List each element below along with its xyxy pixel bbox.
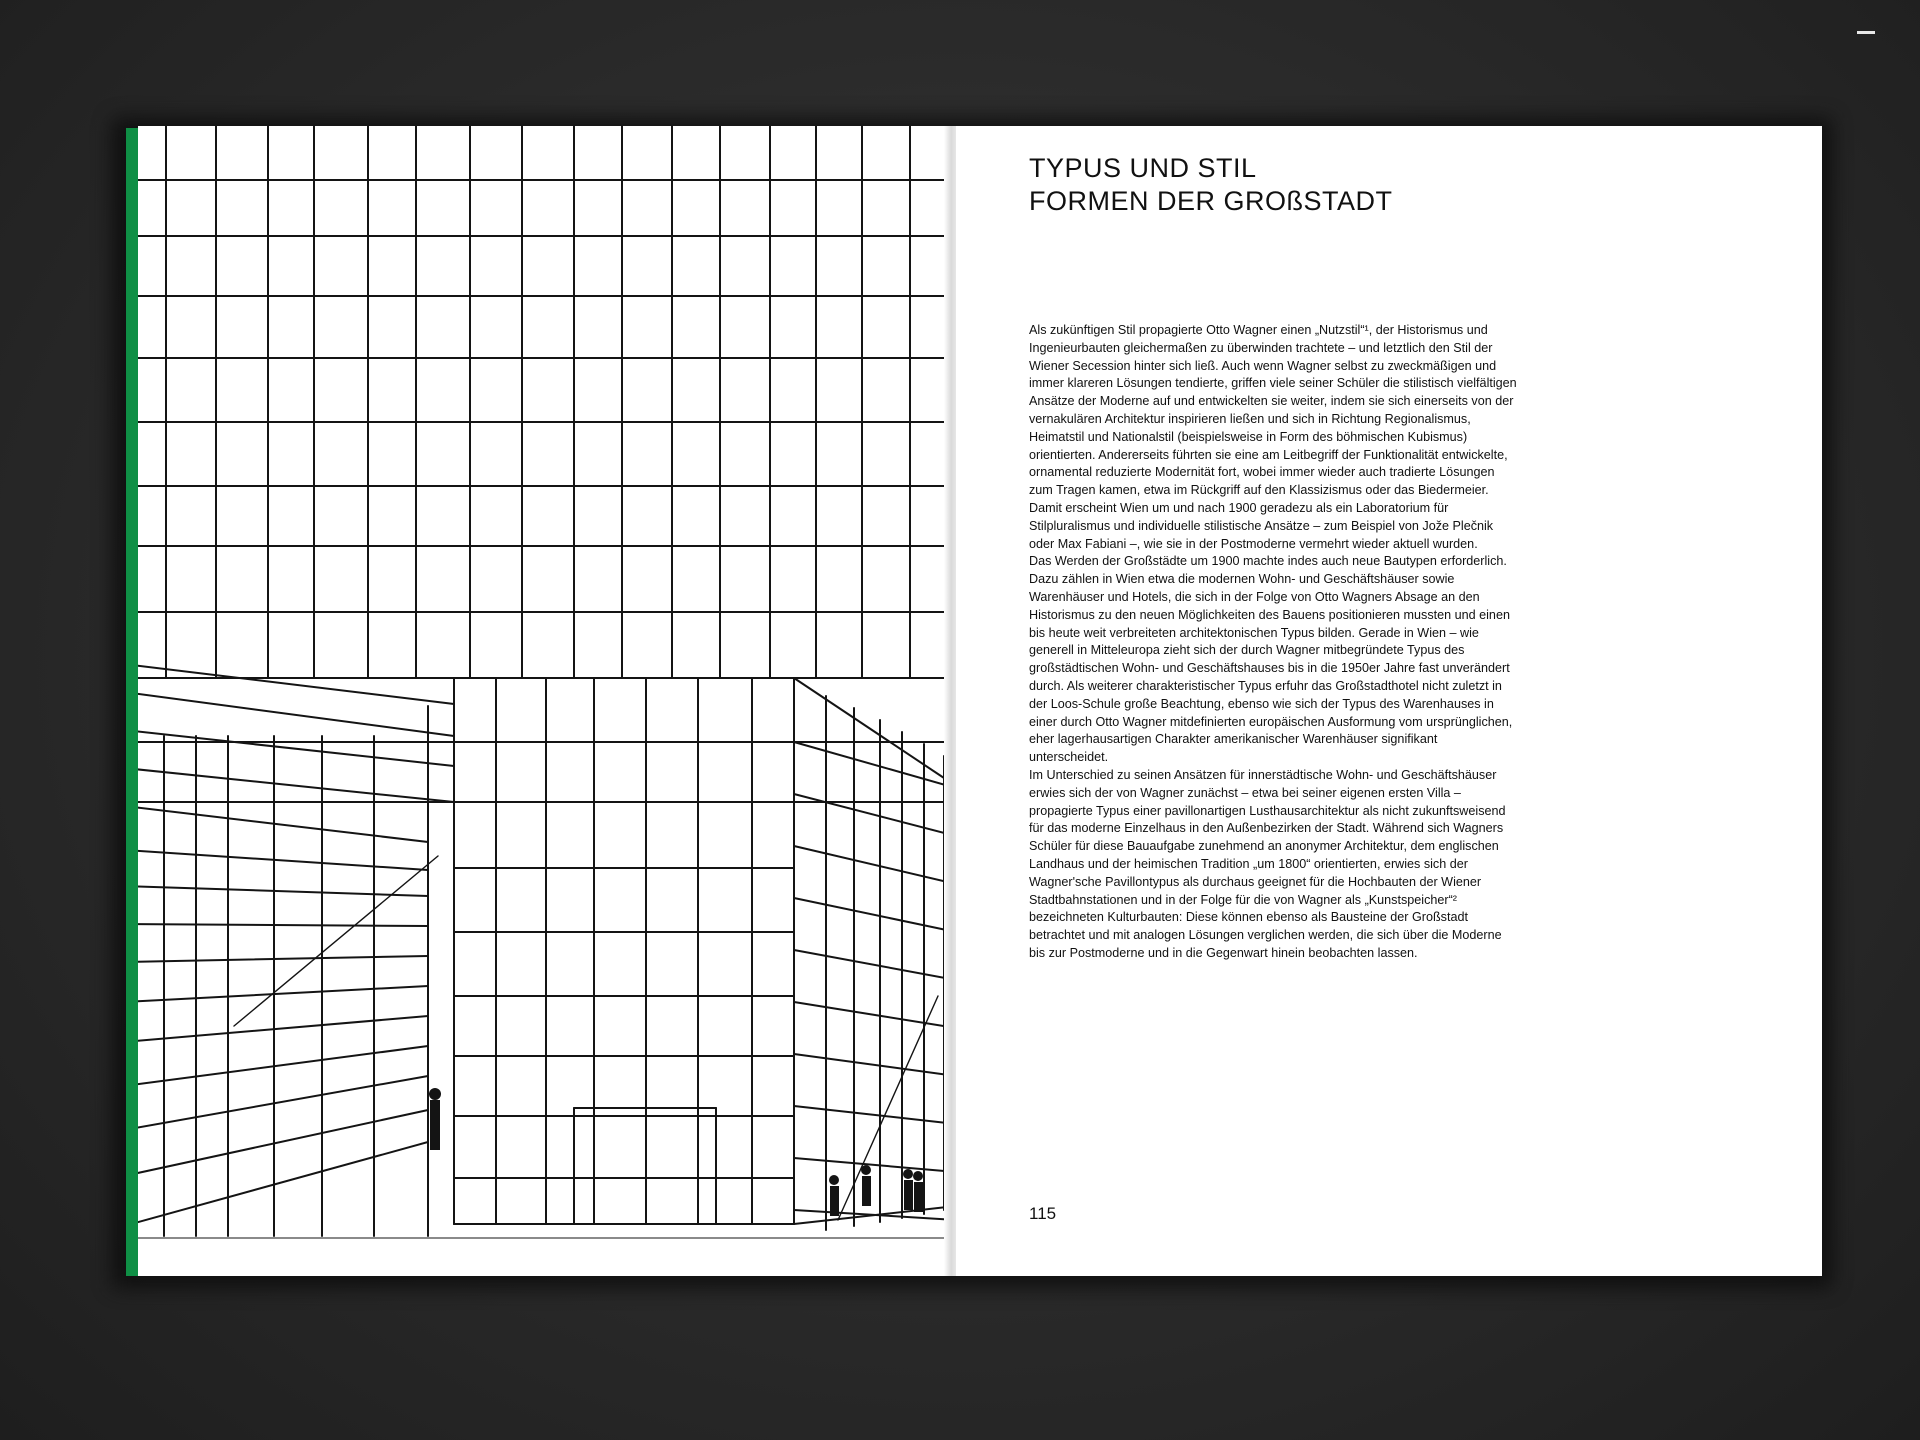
sketch-line [234,856,438,1026]
sketch-line [794,950,956,980]
right-page [956,126,1822,1276]
scan-mark [1857,31,1875,34]
sketch-line [138,956,428,962]
sketch-line [794,846,956,884]
sketch-line [794,742,956,788]
sketch-line [138,1016,428,1042]
paragraph: Das Werden der Großstädte um 1900 machte indes auch neue Bautypen erforderlich. Dazu zählen in Wien etwa die modernen Wohn- und Geschäftshäuser sowie Warenhäuser und Hotels, die sich in der Folge von Otto Wagners Absage an den Historismus zu den neuen Möglichkeiten des Bauens positionieren mussten und einen bis heute weit verbreiteten architektonischen Typus bilden. Gerade in Wien – wie generell in Mitteleuropa zieht sich der durch Wagner mitbegründete Typus des großstädtischen Wohn- und Geschäftshauses bis in die 1950er Jahre fast unverändert durch. Als weiterer charakteristischer Typus erfuhr das Großstadthotel nicht zuletzt in der Loos-Schule große Beachtung, ebenso wie sich der Typus des Warenhauses in einer durch Otto Wagner mitdefinierten europäischen Ausformung vom ursprünglichen, eher lagerhausartigen Charakter amerikanischer Warenhäuser signifikant unterscheidet. [1029,554,1513,765]
sketch-line [138,664,454,704]
sketch-line [794,1206,956,1224]
sketch-line [138,986,428,1002]
sketch-figure [861,1165,871,1175]
sketch-line [794,898,956,932]
chapter-title-line-1: TYPUS UND STIL [1029,153,1257,183]
sketch-line [138,806,428,842]
sketch-line [794,1002,956,1028]
sketch-line [138,850,428,870]
sketch-line [138,1142,428,1226]
architectural-grid-sketch [138,126,956,1276]
sketch-line [794,1054,956,1076]
sketch-line [138,886,428,896]
sketch-line [794,1106,956,1124]
sketch-line [138,768,454,802]
body-text [1029,322,1519,963]
chapter-title-line-2: FORMEN DER GROßSTADT [1029,186,1393,216]
sketch-line [794,678,956,786]
chapter-title [1029,152,1393,218]
sketch-line [138,924,428,926]
sketch-figure [830,1186,839,1216]
paragraph: Im Unterschied zu seinen Ansätzen für innerstädtische Wohn- und Geschäftshäuser erwies sich der von Wagner zunächst – etwa bei seiner eigenen ersten Villa – propagierte Typus einer pavillonartigen Lusthausarchitektur als nicht zukunftsweisend für das moderne Einzelhaus in den Außenbezirken der Stadt. Während sich Wagners Schüler für diese Bauaufgabe zunehmend an anonymer Architektur, dem englischen Landhaus und der heimischen Tradition „um 1800“ orientierten, erwies sich der Wagner'sche Pavillontypus als durchaus geeignet für die Hochbauten der Wiener Stadtbahnstationen und in der Folge für die von Wagner als „Kunstspeicher“² bezeichneten Kulturbauten: Diese können ebenso als Bausteine der Großstadt betrachtet und mit analogen Lösungen verglichen werden, die sich über die Moderne bis zur Postmoderne und in die Gegenwart hinein beobachten lassen. [1029,767,1506,960]
sketch-line [138,1076,428,1130]
sketch-line [138,730,454,766]
sketch-figure [913,1171,923,1181]
sketch-figure [862,1176,871,1206]
sketch-figure [914,1182,923,1212]
sketch-figure [429,1088,441,1100]
sketch-figure [903,1169,913,1179]
sketch-line [794,794,956,836]
page-number: 115 [1029,1204,1057,1223]
sketch-figure [430,1100,440,1150]
left-page-illustration [138,126,956,1276]
paragraph: Als zukünftigen Stil propagierte Otto Wagner einen „Nutzstil“¹, der Historismus und Ingenieurbauten gleichermaßen zu überwinden trachtete – und letztlich den Stil der Wiener Secession hinter sich ließ. Auch wenn Wagner selbst zu zweckmäßigen und immer klareren Lösungen tendierte, griffen viele seiner Schüler die stilistisch vielfältigen Ansätze der Moderne auf und entwickelten sie weiter, indem sie sich einerseits von der vernakulären Architektur inspirieren ließen und sich in Richtung Regionalismus, Heimatstil und Nationalstil (beispielsweise in Form des böhmischen Kubismus) orientierten. Andererseits führten sie eine am Leitbegriff der Funktionalität entwickelte, ornamental reduzierte Modernität fort, wobei immer wieder auch tradierte Lösungen zum Tragen kamen, etwa im Rückgriff auf den Klassizismus oder das Biedermeier. Damit erscheint Wien um und nach 1900 geradezu als ein Laboratorium für Stilpluralismus und individuelle stilistische Ansätze – zum Beispiel von Jože Plečnik oder Max Fabiani –, wie sie in der Postmoderne vermehrt wieder aktuell wurden. [1029,323,1517,551]
sketch-figure [904,1180,913,1210]
sketch-line [794,1158,956,1172]
sketch-line [138,1046,428,1086]
sketch-figure [829,1175,839,1185]
